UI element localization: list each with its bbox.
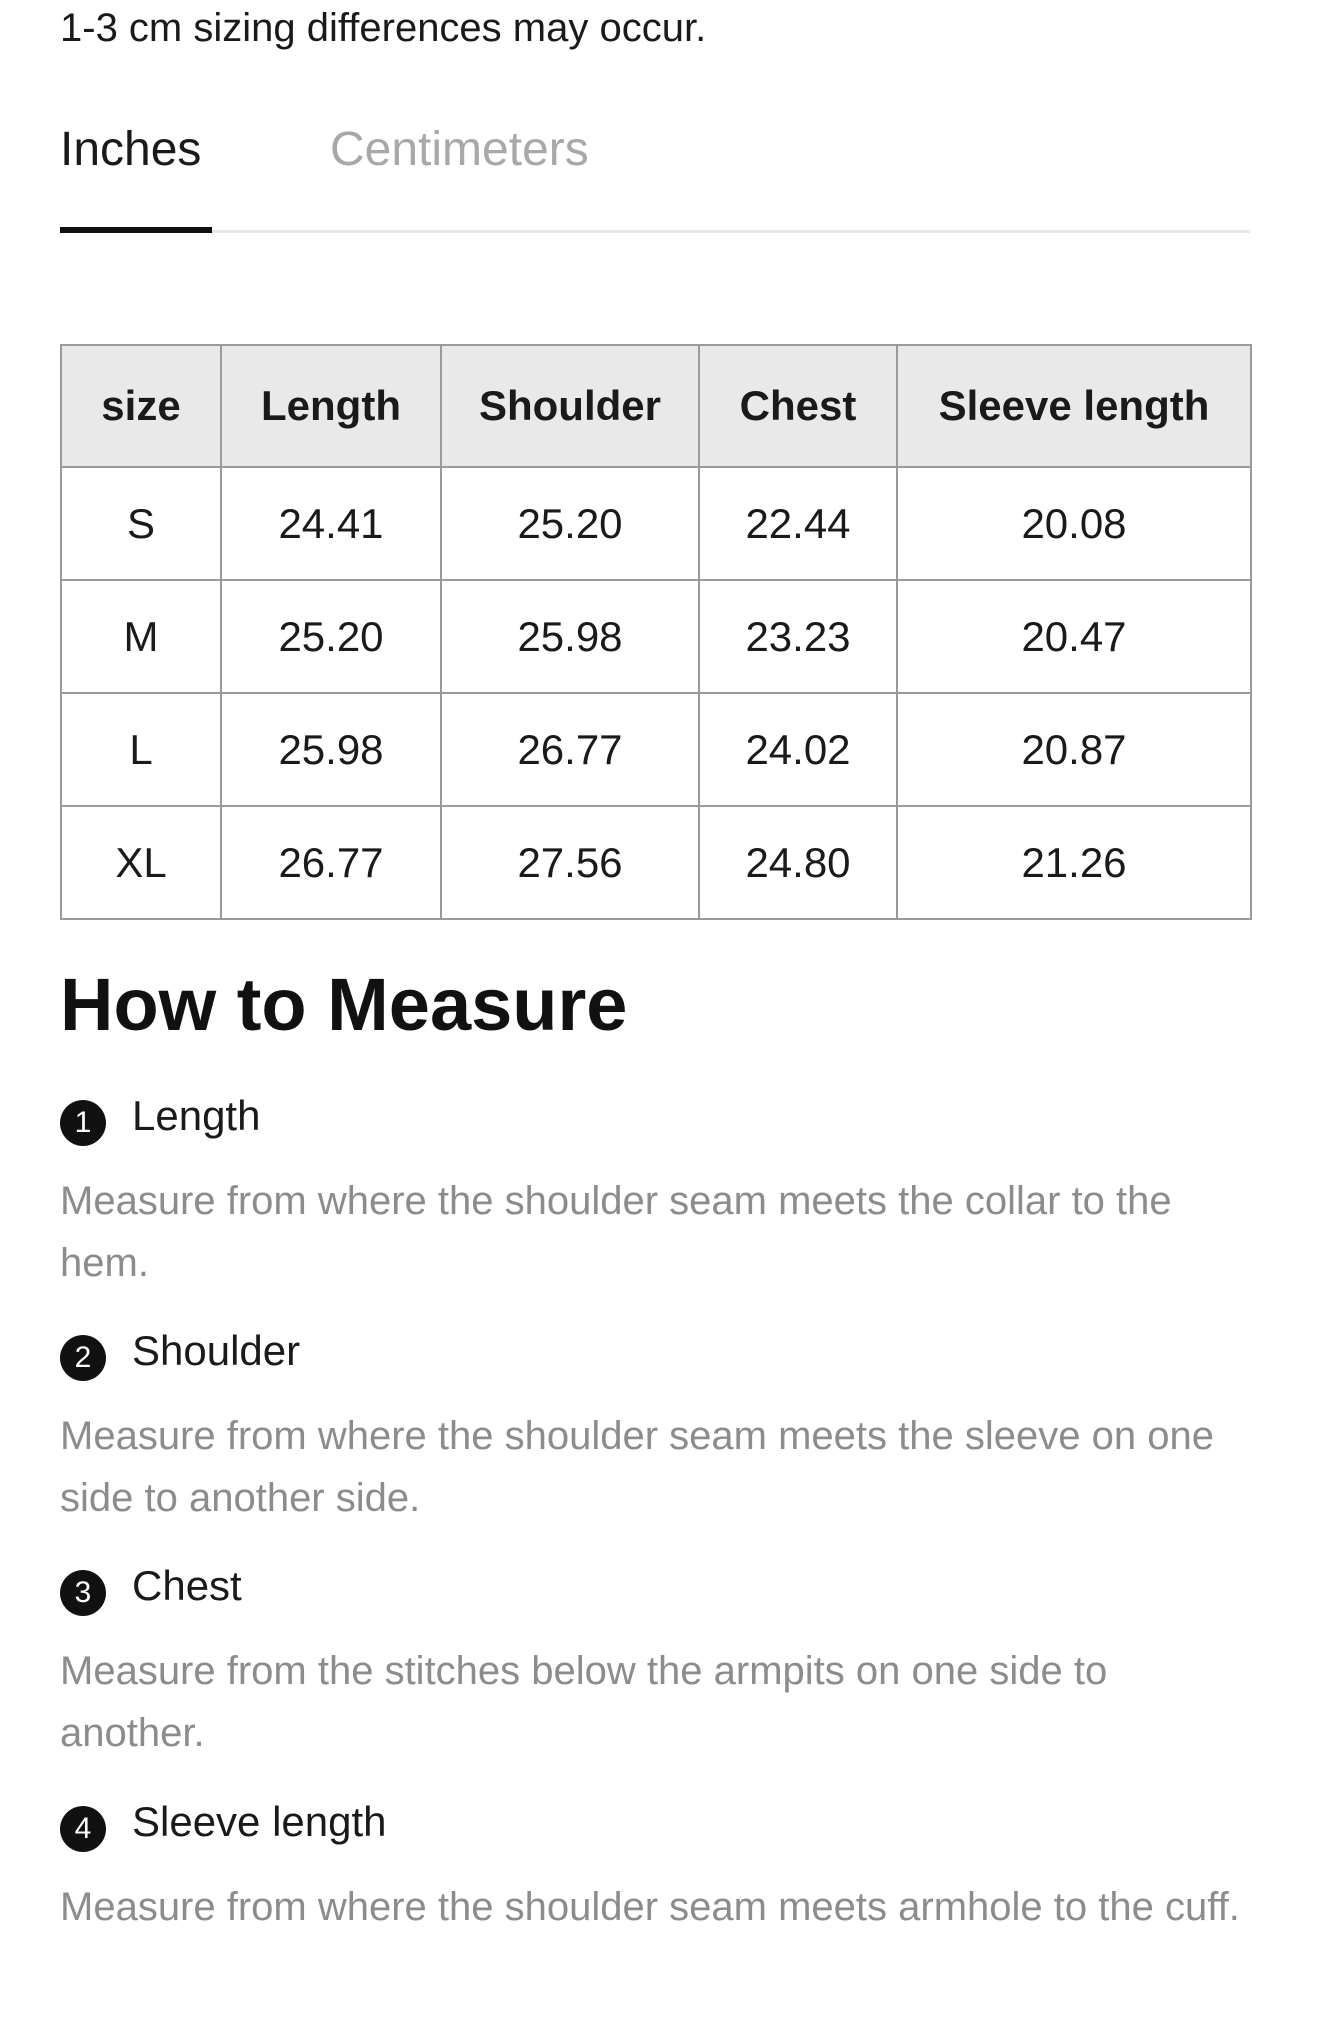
table-cell: 25.20 <box>441 467 699 580</box>
header-length: Length <box>221 345 441 467</box>
measure-item-head <box>60 1092 1250 1148</box>
table-cell: 27.56 <box>441 806 699 919</box>
measure-item-shoulder <box>60 1327 1250 1529</box>
measure-item-description: Measure from where the shoulder seam meets the collar to the hem. <box>60 1179 1172 1285</box>
table-cell: 25.98 <box>221 693 441 806</box>
header-size: size <box>61 345 221 467</box>
measure-item-description: Measure from where the shoulder seam meets armhole to the cuff. <box>60 1885 1240 1929</box>
table-cell: S <box>61 467 221 580</box>
table-cell: 21.26 <box>897 806 1251 919</box>
table-cell: 20.87 <box>897 693 1251 806</box>
header-sleeve-length: Sleeve length <box>897 345 1251 467</box>
number-4-icon: 4 <box>60 1806 106 1852</box>
measure-item-chest <box>60 1562 1250 1764</box>
measure-item-label: Sleeve length <box>132 1798 387 1845</box>
table-cell: M <box>61 580 221 693</box>
size-chart-table <box>60 344 1252 920</box>
table-cell: 22.44 <box>699 467 897 580</box>
table-cell: 26.77 <box>441 693 699 806</box>
active-tab-indicator <box>60 227 212 233</box>
unit-tabs <box>60 122 1250 234</box>
measure-item-length <box>60 1092 1250 1294</box>
measure-item-description: Measure from the stitches below the armpits on one side to another. <box>60 1649 1108 1755</box>
table-cell: 24.02 <box>699 693 897 806</box>
header-chest: Chest <box>699 345 897 467</box>
measure-item-head <box>60 1562 1250 1618</box>
measure-item-head <box>60 1327 1250 1383</box>
table-cell: 24.41 <box>221 467 441 580</box>
tab-inches[interactable]: Inches <box>60 123 202 176</box>
number-2-icon: 2 <box>60 1335 106 1381</box>
table-row <box>61 693 1251 806</box>
table-cell: 25.98 <box>441 580 699 693</box>
table-row <box>61 467 1251 580</box>
table-cell: 25.20 <box>221 580 441 693</box>
table-header-row <box>61 345 1251 467</box>
measure-item-label: Length <box>132 1092 261 1139</box>
table-cell: 20.47 <box>897 580 1251 693</box>
header-shoulder: Shoulder <box>441 345 699 467</box>
table-row <box>61 580 1251 693</box>
measure-item-label: Shoulder <box>132 1327 301 1374</box>
table-cell: 24.80 <box>699 806 897 919</box>
how-to-measure-title: How to Measure <box>60 963 628 1046</box>
measure-item-description: Measure from where the shoulder seam meets the sleeve on one side to another side. <box>60 1414 1214 1520</box>
measure-item-label: Chest <box>132 1562 242 1609</box>
table-row <box>61 806 1251 919</box>
number-3-icon: 3 <box>60 1570 106 1616</box>
sizing-note: 1-3 cm sizing differences may occur. <box>60 6 707 50</box>
table-cell: 20.08 <box>897 467 1251 580</box>
measure-item-head <box>60 1798 1250 1854</box>
measure-item-sleeve-length <box>60 1798 1250 1938</box>
table-cell: 23.23 <box>699 580 897 693</box>
table-cell: 26.77 <box>221 806 441 919</box>
table-cell: L <box>61 693 221 806</box>
tab-centimeters[interactable]: Centimeters <box>330 123 589 176</box>
table-cell: XL <box>61 806 221 919</box>
number-1-icon: 1 <box>60 1100 106 1146</box>
tabs-divider <box>60 230 1250 233</box>
